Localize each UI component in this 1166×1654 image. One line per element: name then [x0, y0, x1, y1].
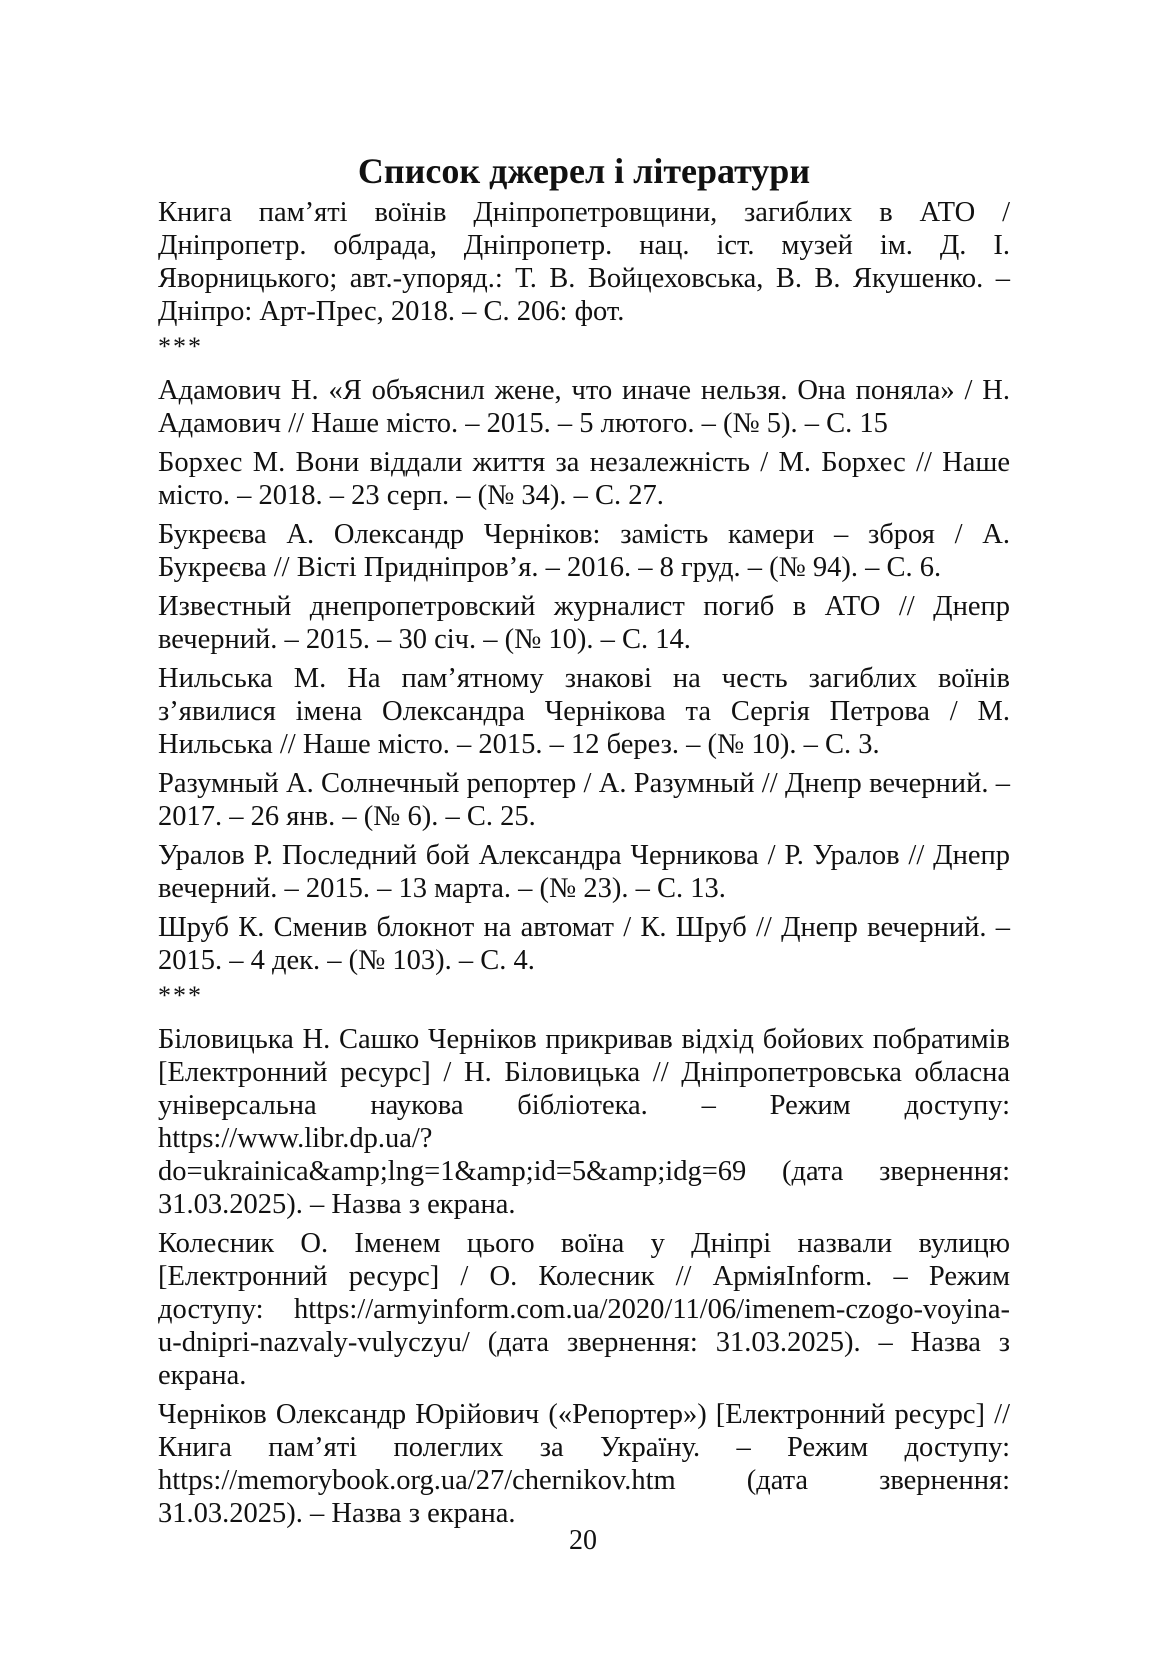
- section-print-sources: [158, 334, 1010, 977]
- bibliography-entry: Книга пам’яті воїнів Дніпропетровщини, загиблих в АТО / Дніпропетр. облрада, Дніпропетр. нац. іст. музей ім. Д. І. Яворницького; авт.-упоряд.: Т. В. Войцеховська, В. В. Якушенко. – Дніпро: Арт-Прес, 2018. – С. 206: фот.: [158, 197, 1010, 327]
- page-title: Список джерел і літератури: [357, 151, 811, 191]
- section-separator: ***: [158, 332, 203, 361]
- bibliography: [158, 148, 1010, 1536]
- bibliography-entry: Біловицька Н. Сашко Черніков прикривав відхід бойових побратимів [Електронний ресурс] / Н. Біловицька // Дніпропетровська обласна універсальна наукова бібліотека. – Режим доступу: https://www.libr.dp.ua/?do=ukrainica&amp;lng=1&amp;id=5&amp;idg=69 (дата звернення: 31.03.2025). – Назва з екрана.: [158, 1024, 1010, 1220]
- section-separator: ***: [158, 981, 203, 1010]
- page-number: 20: [569, 1525, 597, 1556]
- bibliography-entry: Уралов Р. Последний бой Александра Черникова / Р. Уралов // Днепр вечерний. – 2015. – 13 марта. – (№ 23). – С. 13.: [158, 840, 1010, 904]
- bibliography-entry: Разумный А. Солнечный репортер / А. Разумный // Днепр вечерний. – 2017. – 26 янв. – (№ 6). – С. 25.: [158, 768, 1010, 832]
- bibliography-entry: Букреєва А. Олександр Черніков: замість камери – зброя / А. Букреєва // Вісті Придніпров’я. – 2016. – 8 груд. – (№ 94). – С. 6.: [158, 519, 1010, 583]
- bibliography-entry: Шруб К. Сменив блокнот на автомат / К. Шруб // Днепр вечерний. – 2015. – 4 дек. – (№ 103). – С. 4.: [158, 912, 1010, 976]
- bibliography-entry: Известный днепропетровский журналист погиб в АТО // Днепр вечерний. – 2015. – 30 січ. – (№ 10). – С. 14.: [158, 591, 1010, 655]
- section-main-source: [158, 196, 1010, 328]
- bibliography-entry: Колесник О. Іменем цього воїна у Дніпрі назвали вулицю [Електронний ресурс] / О. Колесник // АрміяInform. – Режим доступу: https://armyinform.com.ua/2020/11/06/imenem-czogo-voyina-u-dnipri-nazvaly-vulyczyu/ (дата звернення: 31.03.2025). – Назва з екрана.: [158, 1228, 1010, 1391]
- bibliography-entry: Адамович Н. «Я объяснил жене, что иначе нельзя. Она поняла» / Н. Адамович // Наше місто. – 2015. – 5 лютого. – (№ 5). – С. 15: [158, 375, 1010, 439]
- bibliography-entry: Черніков Олександр Юрійович («Репортер») [Електронний ресурс] // Книга пам’яті полеглих за Україну. – Режим доступу: https://memorybook.org.ua/27/chernikov.htm (дата звернення: 31.03.2025). – Назва з екрана.: [158, 1399, 1010, 1529]
- section-electronic-sources: [158, 983, 1010, 1530]
- bibliography-entry: Нильська М. На пам’ятному знакові на честь загиблих воїнів з’явилися імена Олександра Чернікова та Сергія Петрова / М. Нильська // Наше місто. – 2015. – 12 берез. – (№ 10). – С. 3.: [158, 663, 1010, 760]
- bibliography-entry: Борхес М. Вони віддали життя за незалежність / М. Борхес // Наше місто. – 2018. – 23 серп. – (№ 34). – С. 27.: [158, 447, 1010, 511]
